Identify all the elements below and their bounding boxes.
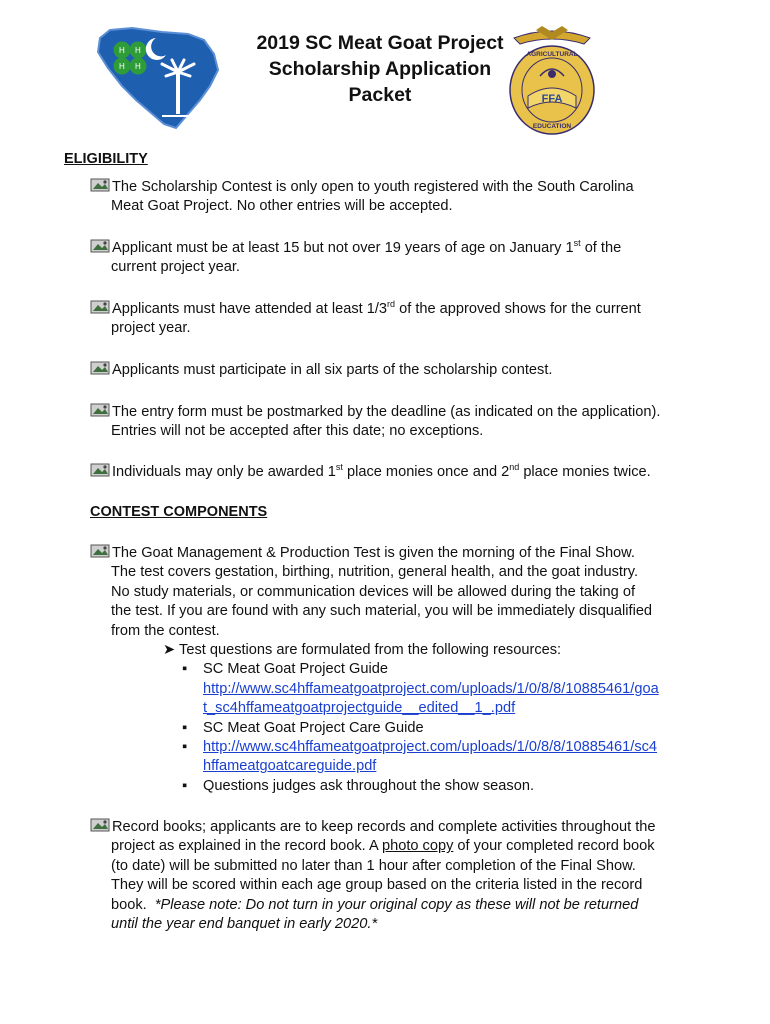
eligibility-item-5: The entry form must be postmarked by the deadline (as indicated on the application). Entries will not be accepted after this date; no exceptions. — [90, 403, 690, 442]
svg-text:H: H — [135, 46, 141, 55]
eligibility-item-4: Applicants must participate in all six parts of the scholarship contest. — [90, 361, 690, 380]
bullet-image-icon — [90, 361, 110, 375]
eligibility-item-1: The Scholarship Contest is only open to youth registered with the South Carolina Meat Goat Project. No other entries will be accepted. — [90, 178, 690, 217]
title-line-2: Scholarship Application — [268, 58, 492, 80]
bullet-image-icon — [90, 403, 110, 417]
eligibility-item-2: Applicant must be at least 15 but not over 19 years of age on January 1st of the current project year. — [90, 239, 690, 278]
svg-text:H: H — [119, 46, 125, 55]
ffa-emblem — [506, 24, 598, 136]
contest-components-heading: CONTEST COMPONENTS — [90, 504, 268, 520]
sc-4h-logo — [92, 24, 222, 132]
resources-intro: ➤ Test questions are formulated from the following resources: — [163, 642, 562, 658]
bullet-image-icon — [90, 463, 110, 477]
contest-item-test: The Goat Management & Production Test is given the morning of the Final Show. The test covers gestation, birthing, nutrition, general health, and the goat industry. No study materials, or communication devices will be allowed during the taking of the test. If you are found with any such material, you will be immediately disqualified from the contest. — [90, 544, 690, 641]
bullet-image-icon — [90, 239, 110, 253]
bullet-image-icon — [90, 818, 110, 832]
page-title — [205, 30, 555, 108]
resource-link-1-line-2[interactable]: t_sc4hffameatgoatprojectguide__edited__1_.pdf — [203, 700, 516, 717]
contest-item-record-books: Record books; applicants are to keep records and complete activities throughout the project as explained in the record book. A photo copy of your completed record book (to date) will be submitted no later than 1 hour after completion of the Final Show. They will be scored within each age group based on the criteria listed in the record book. *Please note: Do not turn in your original copy as these will not be returned until the year end banquet in early 2020.* — [90, 818, 690, 934]
eligibility-item-3: Applicants must have attended at least 1/3rd of the approved shows for the current project year. — [90, 300, 690, 339]
square-bullet-icon: ▪ — [182, 778, 188, 794]
bullet-image-icon — [90, 300, 110, 314]
eligibility-item-6: Individuals may only be awarded 1st place monies once and 2nd place monies twice. — [90, 463, 690, 482]
square-bullet-icon: ▪ — [182, 661, 188, 677]
square-bullet-icon: ▪ — [182, 720, 188, 736]
resource-link-2-line-2[interactable]: hffameatgoatcareguide.pdf — [203, 758, 377, 775]
svg-text:H: H — [119, 62, 125, 71]
title-line-3: Packet — [348, 84, 412, 106]
ffa-ring-top: AGRICULTURAL — [526, 51, 578, 58]
square-bullet-icon: ▪ — [182, 739, 188, 755]
svg-text:H: H — [135, 62, 141, 71]
title-line-1: 2019 SC Meat Goat Project — [256, 32, 504, 54]
ffa-text: FFA — [541, 93, 563, 105]
resource-link-2-line-1[interactable]: http://www.sc4hffameatgoatproject.com/uploads/1/0/8/8/10885461/sc4 — [203, 739, 658, 755]
resource-link-1-line-1[interactable]: http://www.sc4hffameatgoatproject.com/uploads/1/0/8/8/10885461/goa — [203, 681, 659, 697]
bullet-image-icon — [90, 178, 110, 192]
eligibility-heading: ELIGIBILITY — [64, 151, 148, 167]
arrow-bullet-icon: ➤ — [163, 642, 176, 658]
bullet-image-icon — [90, 544, 110, 558]
ffa-ring-bottom: EDUCATION — [532, 123, 572, 130]
